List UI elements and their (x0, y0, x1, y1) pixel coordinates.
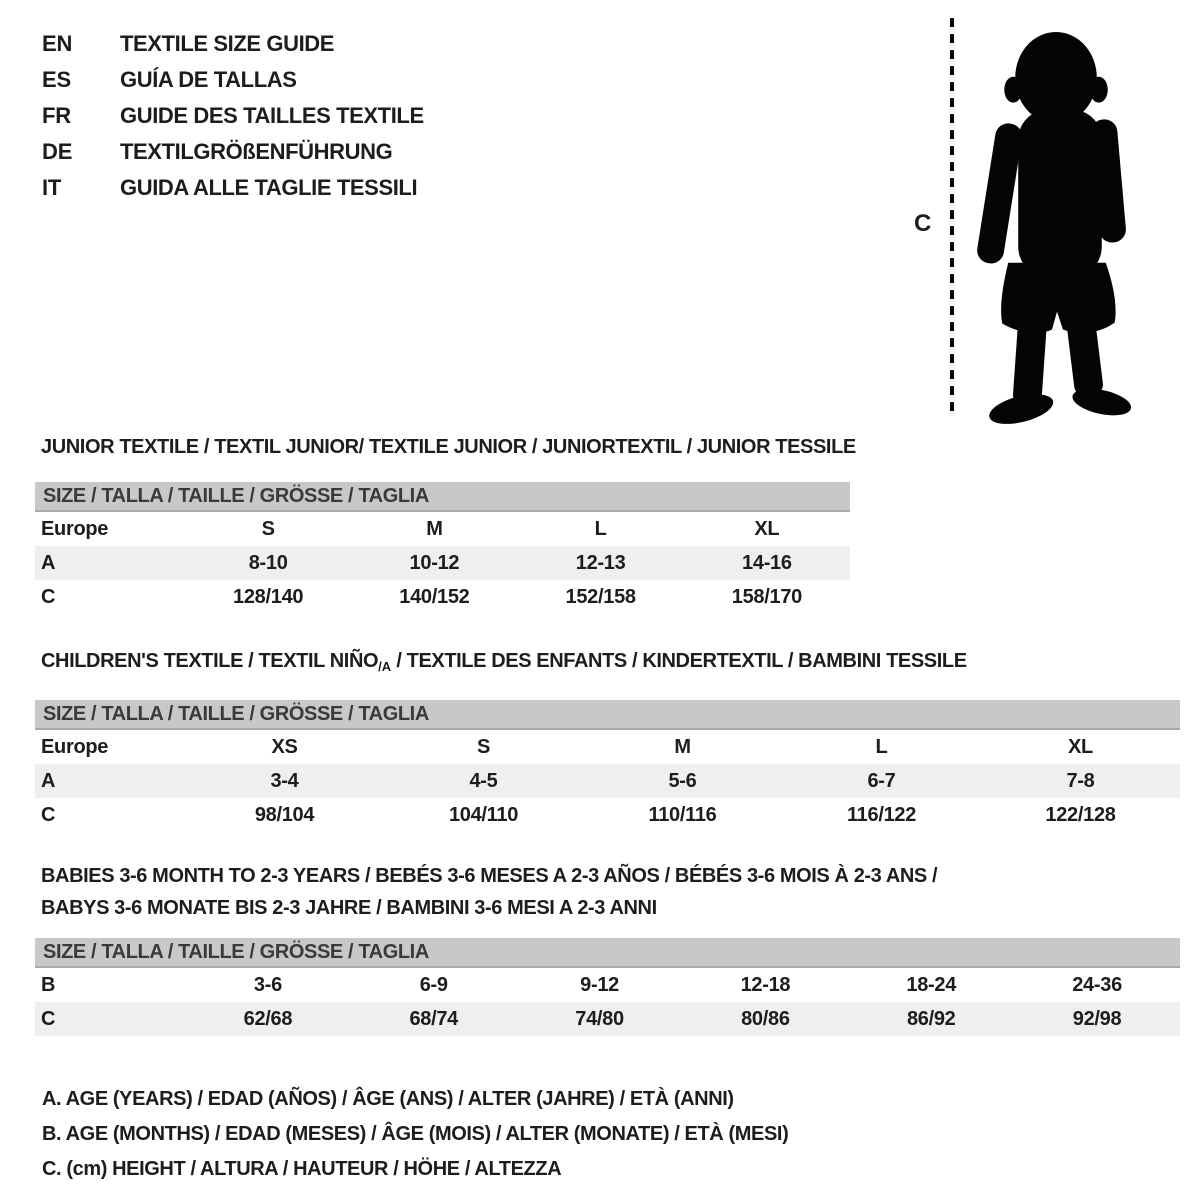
babies-size-table (35, 968, 1180, 1036)
table-row (35, 764, 1180, 798)
size-cell: L (875, 735, 888, 758)
size-cell: 158/170 (731, 585, 802, 608)
size-cell: 116/122 (846, 803, 917, 826)
size-cell: 128/140 (233, 585, 304, 608)
junior-table-title (41, 434, 1200, 460)
language-code: FR (42, 103, 71, 128)
children-title-text-2: / TEXTILE DES ENFANTS / KINDERTEXTIL / BAMBINI TESSILE (391, 650, 967, 672)
legend-row: B. AGE (MONTHS) / EDAD (MESES) / ÂGE (MOIS) / ALTER (MONATE) / ETÀ (MESI) (42, 1123, 789, 1145)
size-cell: 9-12 (580, 973, 619, 996)
size-cell: 152/158 (565, 585, 636, 608)
size-cell: 62/68 (243, 1007, 293, 1030)
children-title-subscript: /A (378, 659, 392, 674)
size-cell: 140/152 (399, 585, 470, 608)
size-cell: 3-6 (253, 973, 282, 996)
row-label: B (41, 973, 56, 996)
babies-table-title (41, 860, 1200, 924)
size-cell: 6-9 (419, 973, 448, 996)
height-figure (898, 10, 1188, 430)
height-measure-dashed-line (950, 18, 954, 418)
size-cell: 7-8 (1066, 769, 1095, 792)
row-label: A (41, 769, 56, 792)
legend-row: A. AGE (YEARS) / EDAD (AÑOS) / ÂGE (ANS) / ALTER (JAHRE) / ETÀ (ANNI) (42, 1088, 734, 1110)
language-code: EN (42, 31, 73, 56)
junior-size-table (35, 512, 850, 614)
table-row (35, 730, 1180, 764)
size-cell: S (261, 517, 275, 540)
size-cell: 6-7 (867, 769, 896, 792)
row-label: Europe (41, 735, 109, 758)
language-title: GUIDE DES TAILLES TEXTILE (120, 103, 424, 128)
babies-title-line-2: BABYS 3-6 MONATE BIS 2-3 JAHRE / BAMBINI 3-6 MESI A 2-3 ANNI (41, 897, 657, 919)
row-label: A (41, 551, 56, 574)
toddler-silhouette-icon (966, 26, 1151, 424)
size-cell: 24-36 (1072, 973, 1122, 996)
size-cell: 14-16 (742, 551, 792, 574)
size-header-label: SIZE / TALLA / TAILLE / GRÖSSE / TAGLIA (43, 484, 429, 507)
size-cell: M (426, 517, 443, 540)
children-textile-section (35, 614, 1200, 832)
language-code: DE (42, 139, 73, 164)
size-cell: M (674, 735, 691, 758)
size-cell: 10-12 (409, 551, 460, 574)
junior-title-text: JUNIOR TEXTILE / TEXTIL JUNIOR/ TEXTILE JUNIOR / JUNIORTEXTIL / JUNIOR TESSILE (41, 436, 856, 458)
row-label: C (41, 585, 56, 608)
size-cell: L (594, 517, 607, 540)
size-cell: 104/110 (448, 803, 519, 826)
babies-textile-section (35, 832, 1200, 1036)
legend-row: C. (cm) HEIGHT / ALTURA / HAUTEUR / HÖHE / ALTEZZA (42, 1158, 562, 1180)
babies-size-header-bar (35, 938, 1180, 968)
size-cell: 12-18 (740, 973, 791, 996)
row-label: C (41, 803, 56, 826)
children-size-table (35, 730, 1180, 832)
size-header-label: SIZE / TALLA / TAILLE / GRÖSSE / TAGLIA (43, 940, 429, 963)
language-code: ES (42, 67, 71, 92)
height-measure-label: C (914, 210, 932, 237)
size-cell: 5-6 (668, 769, 697, 792)
table-row (35, 546, 850, 580)
row-label: Europe (41, 517, 109, 540)
size-cell: 12-13 (575, 551, 626, 574)
table-row (35, 1002, 1180, 1036)
children-title-text: CHILDREN'S TEXTILE / TEXTIL NIÑO (41, 650, 379, 672)
language-title: GUIDA ALLE TAGLIE TESSILI (120, 175, 418, 200)
size-cell: 3-4 (270, 769, 299, 792)
children-size-header-bar (35, 700, 1180, 730)
language-code: IT (42, 175, 62, 200)
legend (0, 1036, 1200, 1187)
size-cell: XS (271, 735, 298, 758)
size-cell: S (476, 735, 491, 758)
size-cell: 110/116 (648, 803, 717, 826)
children-table-title (41, 648, 1200, 680)
junior-size-header-bar (35, 482, 850, 512)
size-cell: 122/128 (1045, 803, 1116, 826)
table-row (35, 580, 850, 614)
size-cell: 98/104 (254, 803, 315, 826)
size-cell: XL (754, 517, 780, 540)
size-cell: 92/98 (1072, 1007, 1122, 1030)
table-row (35, 798, 1180, 832)
table-row (35, 512, 850, 546)
language-title: TEXTILE SIZE GUIDE (120, 31, 335, 56)
size-cell: 8-10 (248, 551, 288, 574)
size-header-label: SIZE / TALLA / TAILLE / GRÖSSE / TAGLIA (43, 702, 429, 725)
size-cell: XL (1068, 735, 1093, 758)
size-cell: 68/74 (409, 1007, 459, 1030)
size-cell: 18-24 (906, 973, 957, 996)
babies-title-line-1: BABIES 3-6 MONTH TO 2-3 YEARS / BEBÉS 3-6 MESES A 2-3 AÑOS / BÉBÉS 3-6 MOIS À 2-3 ANS / (41, 865, 938, 887)
size-cell: 4-5 (469, 769, 498, 792)
language-title: GUÍA DE TALLAS (120, 67, 297, 92)
language-title: TEXTILGRÖßENFÜHRUNG (120, 139, 393, 164)
table-row (35, 968, 1180, 1002)
size-cell: 86/92 (906, 1007, 956, 1030)
size-cell: 74/80 (575, 1007, 624, 1030)
size-cell: 80/86 (741, 1007, 790, 1030)
row-label: C (41, 1007, 56, 1030)
